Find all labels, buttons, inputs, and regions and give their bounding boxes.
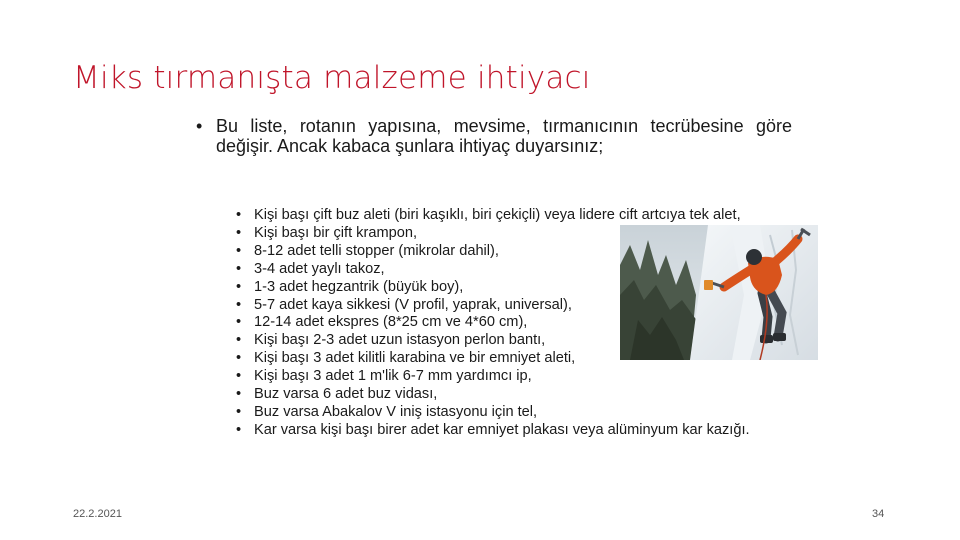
list-item: • 1-3 adet hegzantrik (büyük boy), [236,279,796,297]
list-item: • Kişi başı 3 adet kilitli karabina ve bir emniyet aleti, [236,350,796,368]
intro-bullet: • [196,116,203,136]
list-item: • Kişi başı bir çift krampon, [236,225,796,243]
intro-paragraph [196,116,792,156]
list-item: • Kişi başı 2-3 adet uzun istasyon perlon bantı, [236,332,796,350]
list-item: • Buz varsa 6 adet buz vidası, [236,386,796,404]
list-item: • 8-12 adet telli stopper (mikrolar dahil), [236,243,796,261]
list-item: • Kar varsa kişi başı birer adet kar emniyet plakası veya alüminyum kar kazığı. [236,422,796,440]
list-item: • Kişi başı çift buz aleti (biri kaşıklı, biri çekiçli) veya lidere cift artcıya tek alet, [236,207,796,225]
intro-text: Bu liste, rotanın yapısına, mevsime, tırmanıcının tecrübesine göre değişir. Ancak kabaca şunlara ihtiyaç duyarsınız; [216,116,792,156]
list-item: • 3-4 adet yaylı takoz, [236,261,796,279]
equipment-list [236,207,796,440]
list-item: • 5-7 adet kaya sikkesi (V profil, yaprak, universal), [236,297,796,315]
list-item: • Buz varsa Abakalov V iniş istasyonu için tel, [236,404,796,422]
list-item: • 12-14 adet ekspres (8*25 cm ve 4*60 cm), [236,314,796,332]
footer-date: 22.2.2021 [73,508,122,520]
page-number: 34 [872,508,885,520]
slide-title: Miks tırmanışta malzeme ihtiyacı [73,60,591,96]
list-item: • Kişi başı 3 adet 1 m'lik 6-7 mm yardımcı ip, [236,368,796,386]
